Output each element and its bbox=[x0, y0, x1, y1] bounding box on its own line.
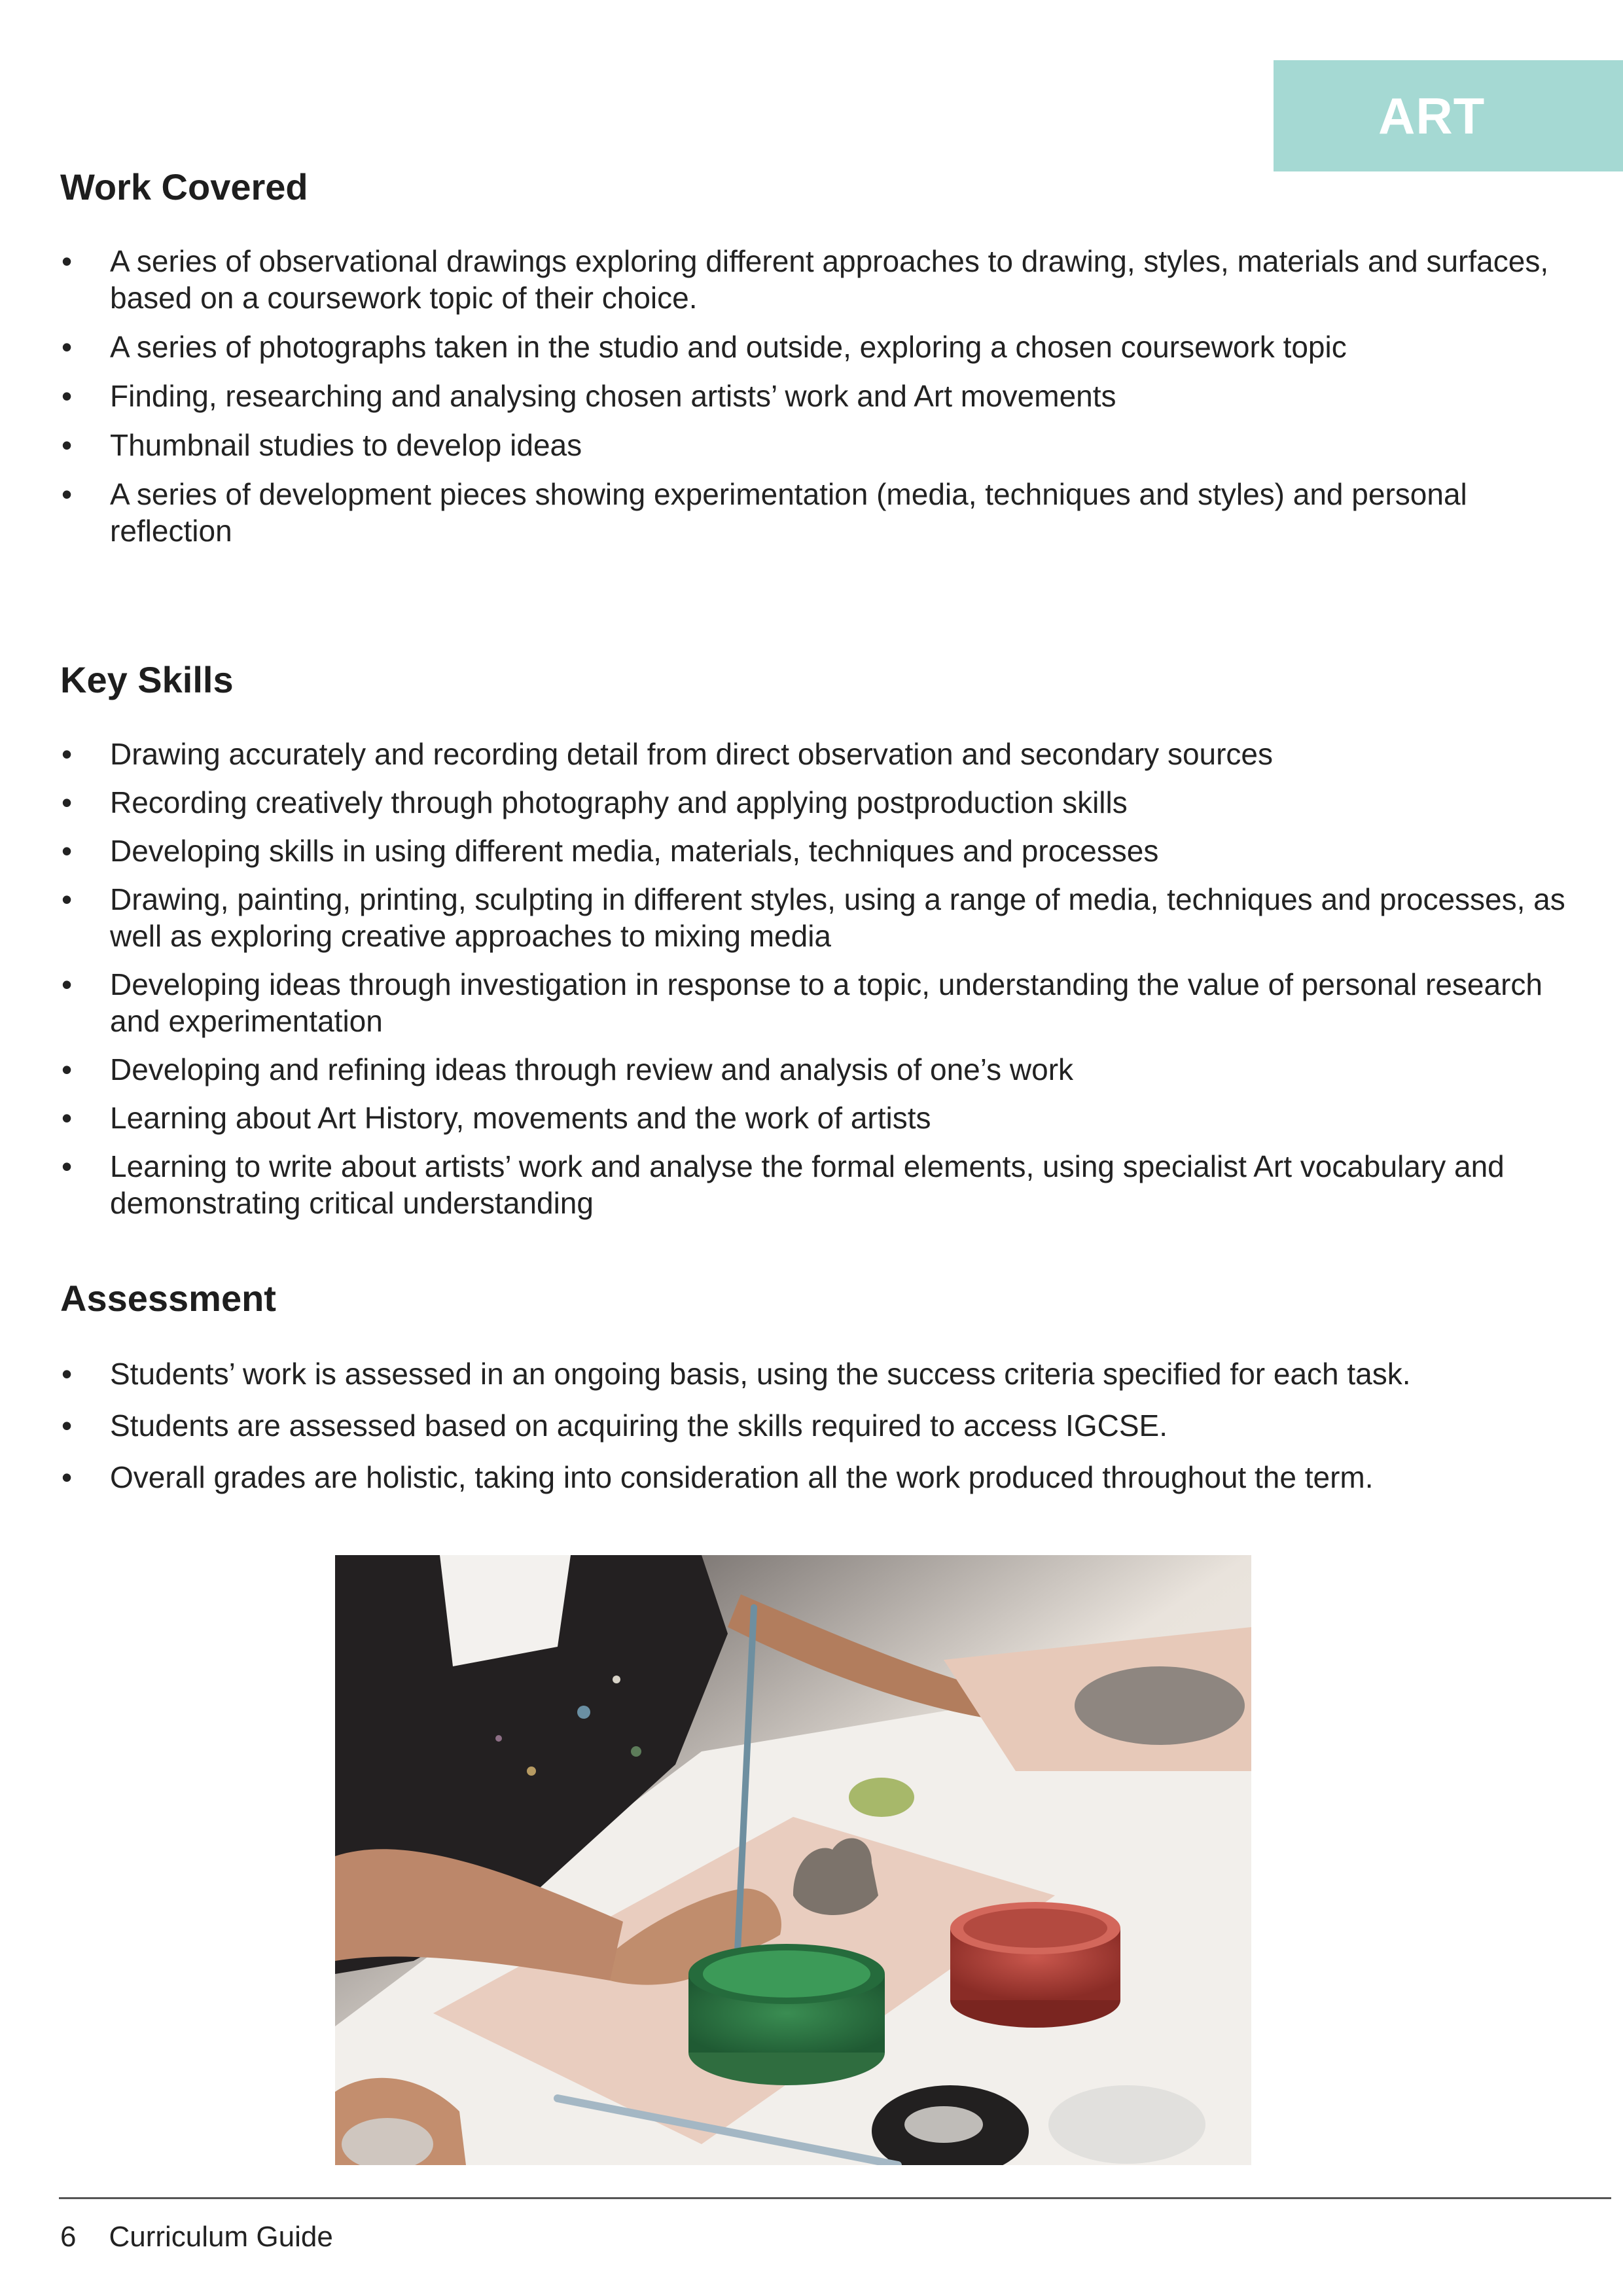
list-item: • Developing and refining ideas through review and analysis of one’s work bbox=[62, 1052, 1074, 1087]
assessment-list bbox=[60, 1355, 1565, 1496]
subject-tab bbox=[1274, 60, 1623, 171]
key-skills-section bbox=[60, 658, 1565, 1233]
list-item: • Developing skills in using different media, materials, techniques and processes bbox=[62, 834, 1159, 869]
footer bbox=[60, 2221, 333, 2253]
list-item: • Students are assessed based on acquiring the skills required to access IGCSE. bbox=[62, 1408, 1168, 1443]
list-item: • A series of observational drawings exploring different approaches to drawing, styles, materials and surfaces, based on a coursework topic of their choice. bbox=[62, 244, 1549, 315]
bullet-icon: • bbox=[62, 379, 73, 414]
bullet-icon: • bbox=[62, 785, 73, 820]
bullet-icon: • bbox=[62, 428, 73, 463]
subject-tab-label: ART bbox=[1378, 86, 1486, 145]
list-item: • Drawing, painting, printing, sculpting in different styles, using a range of media, techniques and processes, as well as exploring creative approaches to mixing media bbox=[62, 882, 1565, 954]
list-item: • A series of development pieces showing experimentation (media, techniques and styles) and personal reflection bbox=[62, 477, 1467, 548]
bullet-icon: • bbox=[62, 1460, 73, 1495]
work-covered-section bbox=[60, 165, 1565, 562]
bullet-icon: • bbox=[62, 1101, 73, 1136]
bullet-icon: • bbox=[62, 882, 73, 917]
bullet-icon: • bbox=[62, 1052, 73, 1087]
art-class-photo bbox=[335, 1555, 1251, 2165]
work-covered-heading: Work Covered bbox=[60, 166, 308, 207]
bullet-icon: • bbox=[62, 1408, 73, 1443]
page-number: 6 bbox=[60, 2221, 77, 2253]
bullet-icon: • bbox=[62, 1149, 73, 1184]
bullet-icon: • bbox=[62, 967, 73, 1002]
bullet-icon: • bbox=[62, 737, 73, 772]
list-item: • Drawing accurately and recording detail from direct observation and secondary sources bbox=[62, 737, 1274, 772]
assessment-section bbox=[60, 1276, 1565, 1511]
footer-title: Curriculum Guide bbox=[109, 2221, 333, 2253]
footer-rule bbox=[59, 2197, 1611, 2199]
bullet-icon: • bbox=[62, 477, 73, 512]
bullet-icon: • bbox=[62, 244, 73, 279]
list-item: • Developing ideas through investigation in response to a topic, understanding the value of personal research and experimentation bbox=[62, 967, 1543, 1039]
list-item: • Learning to write about artists’ work and analyse the formal elements, using specialist Art vocabulary and demonstrating critical understanding bbox=[62, 1149, 1505, 1221]
assessment-heading: Assessment bbox=[60, 1278, 276, 1319]
list-item: • A series of photographs taken in the studio and outside, exploring a chosen coursework topic bbox=[60, 321, 1565, 372]
work-covered-list bbox=[60, 243, 1565, 549]
list-item: • Overall grades are holistic, taking into consideration all the work produced throughout the term. bbox=[62, 1460, 1374, 1495]
list-item: • Recording creatively through photography and applying postproduction skills bbox=[62, 785, 1128, 820]
list-item: • Finding, researching and analysing chosen artists’ work and Art movements bbox=[62, 379, 1116, 414]
bullet-icon: • bbox=[62, 330, 73, 365]
list-item: • Learning about Art History, movements and the work of artists bbox=[62, 1101, 931, 1136]
list-item: • Thumbnail studies to develop ideas bbox=[62, 428, 582, 463]
bullet-icon: • bbox=[62, 834, 73, 869]
list-item: • Students’ work is assessed in an ongoing basis, using the success criteria specified for each task. bbox=[62, 1357, 1411, 1391]
art-class-photo-illustration bbox=[335, 1555, 1251, 2165]
key-skills-list bbox=[60, 736, 1565, 1221]
bullet-icon: • bbox=[62, 1357, 73, 1391]
key-skills-heading: Key Skills bbox=[60, 659, 234, 700]
